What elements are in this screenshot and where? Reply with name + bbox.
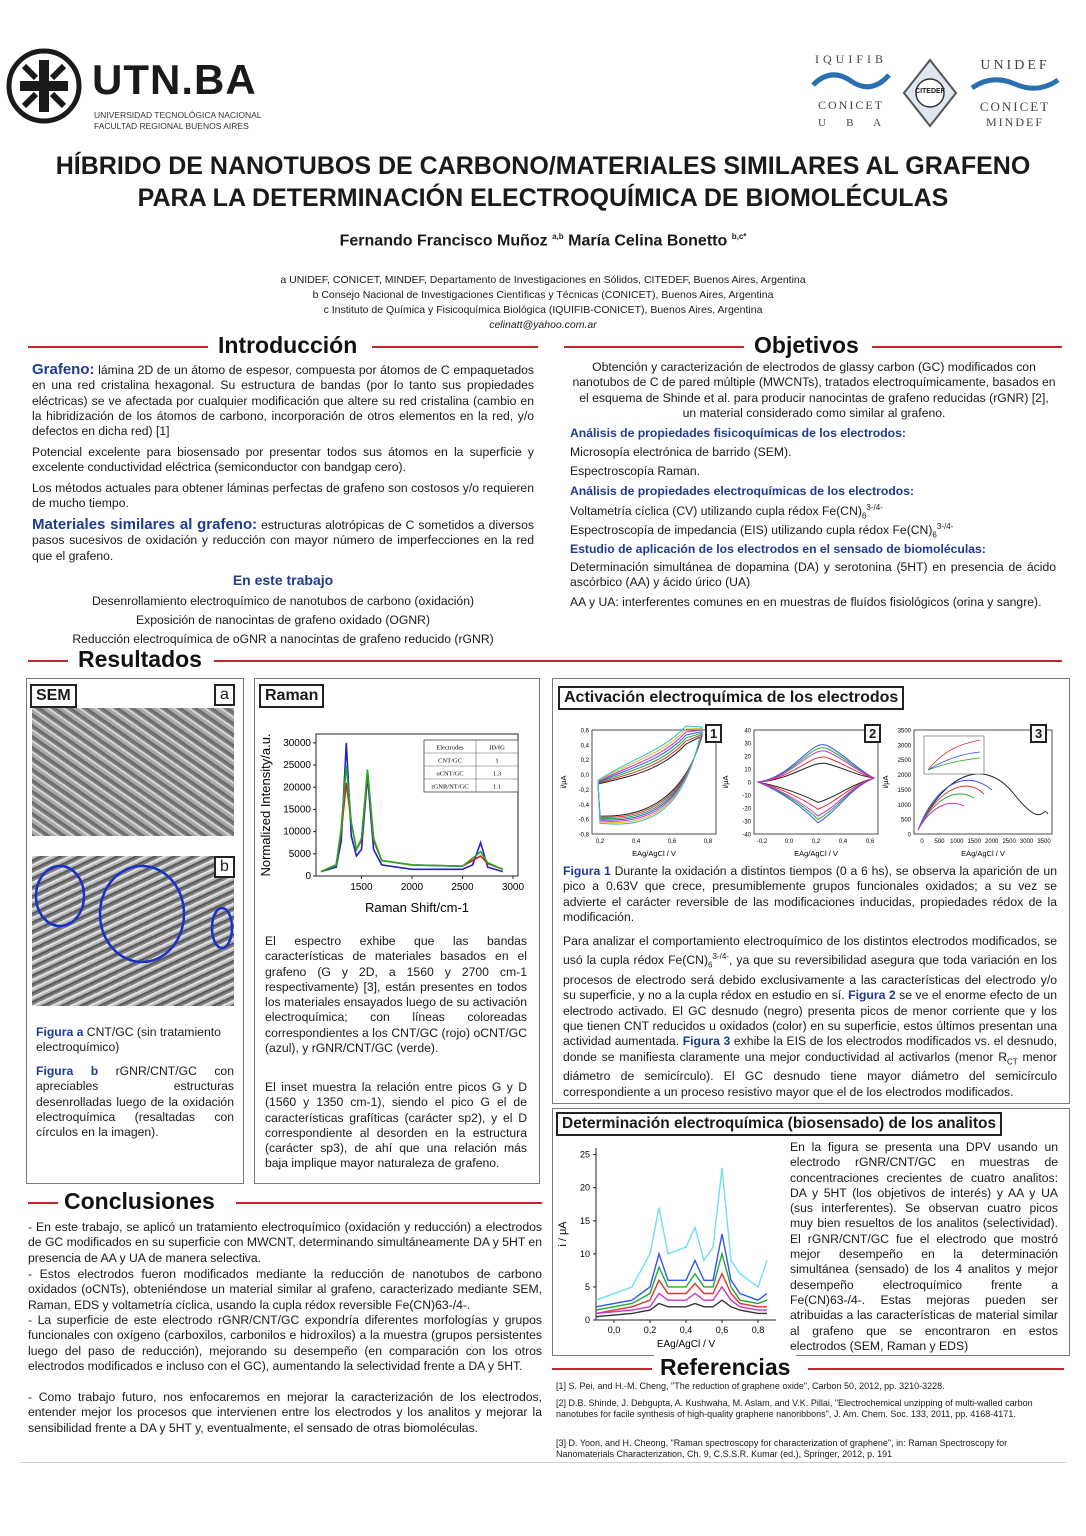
sem-image-a [32, 708, 234, 836]
raman-xtick-label: 1500 [350, 882, 373, 893]
sem-circle-3 [212, 908, 232, 948]
cv-chart-fig1 [558, 722, 724, 862]
dpv-ylabel: i / μA [557, 1221, 569, 1247]
utn-logo-wordmark: UTN.BA [92, 56, 257, 103]
raman-xtick-label: 2500 [451, 882, 474, 893]
raman-ytick-label: 15000 [283, 804, 311, 816]
cv1-ytick-label: -0,2 [578, 787, 589, 794]
cv1-ylabel: i/μA [559, 775, 568, 789]
sem-label: SEM [30, 684, 77, 708]
obj-i2a: Voltametría cíclica (CV) utilizando cupla rédox $Fe(CN)_6^{3-/4-}$ [570, 503, 883, 521]
citedef-logo: CITEDEF [902, 58, 958, 128]
intro-grafeno: Grafeno: lámina 2D de un átomo de espesor, compuesta por átomos de C empaquetados en una red cristalina hexagonal. Su estructura de bandas (por lo tanto sus propiedades eléctricas) se ve afectada por cualquier modificación que altere su red cristalina (cambio en la hibridización de los átomos de carbono, incorporación de otros elementos en la red, y/o defectos en dicha red) [1] [32, 361, 534, 439]
obj-h3: Estudio de aplicación de los electrodos en el sensado de biomoléculas: [570, 542, 986, 556]
raman-ytick-label: 25000 [283, 760, 311, 772]
cv2-series-loop [758, 751, 874, 816]
cv2-ytick-label: 20 [744, 754, 751, 761]
cv3-xtick-label: 2000 [985, 839, 999, 845]
cv3-ytick-label: 3500 [897, 728, 911, 735]
obj-intro: Obtención y caracterización de electrodos de glassy carbon (GC) modificados con nanotubos de C de pared múltiple (MWCNTs), tratados electroquímicamente, basados en el esquema de Shinde et al. para producir nanocintas de grafeno reducidas (rGNR) [2], un material considerado como similar al grafeno. [572, 360, 1056, 420]
cv1-xlabel: EAg/AgCl / V [632, 849, 676, 858]
intro-rule-right [372, 346, 538, 348]
raman-inset-cell: CNT/GC [438, 757, 462, 765]
utn-line1: UNIVERSIDAD TECNOLÓGICA NACIONAL [94, 110, 262, 120]
dpv-series-line [596, 1234, 767, 1307]
cv2-ytick-label: 0 [747, 780, 751, 787]
raman-xtick-label: 2000 [400, 882, 424, 893]
cv2-ytick-label: -30 [742, 819, 751, 826]
cv3-xtick-label: 3000 [1019, 839, 1034, 845]
cv3-xtick-label: 1000 [950, 839, 964, 845]
cv1-ytick-label: 0,4 [580, 743, 589, 750]
cv3-ytick-label: 1000 [897, 802, 911, 809]
obj-rule-left [564, 346, 744, 348]
obj-i1a: Microsopía electrónica de barrido (SEM). [570, 445, 792, 459]
raman-label: Raman [259, 684, 324, 708]
ref-rule-left [552, 1368, 652, 1370]
dpv-xtick-label: 0,0 [607, 1325, 621, 1335]
ref-2: [2] D.B. Shinde, J. Debgupta, A. Kushwaha, M. Aslam, and V.K. Pillai, "Electrochemical unzipping of multi-walled carbon nanotubes for facile synthesis of high-quality graphene nanoribbons", J. Am. Chem. Soc. 133, 2011, pp. 4168-4171. [556, 1398, 1033, 1419]
obj-i3a: Determinación simultánea de dopamina (DA) y serotonina (5HT) en presencia de ácido ascórbico (AA) y ácido úrico (UA) [570, 560, 1056, 590]
sem-circle-1 [36, 866, 84, 926]
cv1-ytick-label: 0,2 [580, 758, 589, 765]
fig3-tag: 3 [1030, 724, 1047, 743]
sem-circle-2 [100, 866, 184, 962]
activacion-label: Activación electroquímica de los electrodos [558, 686, 904, 710]
poster-title-line2: PARA LA DETERMINACIÓN ELECTROQUÍMICA DE BIOMOLÉCULAS [137, 184, 949, 212]
activacion-text-2: Para analizar el comportamiento electroquímico de los distintos electrodos modificados, se usó la cupla rédox $Fe(CN)_6^{3-/4-}$, ya que su reversibilidad asegura que toda variación en los procesos de electrodo será debido exclusivamente a las características del electrodo y/o su superficie, y no a la cupla rédox en estudio en sí. Figura 2 se ve el enorme efecto de un electrodo activado. El GC desnudo (negro) presenta picos de menor corriente que y los que tienen CNT reducidos u oxidados (color) en su superficie, estos últimos presentan una actividad aumentada. Figura 3 exhibe la EIS de los electrodos modificados vs. el desnudo, donde se manifiesta claramente una mejor conductividad al activarlos (menor $R_{CT}$ menor diámetro de semicírculo). El GC desnudo tiene mayor diámetro del semicírculo correspondiente a un proceso resistivo mayor que el de los electrodos modificados. [563, 934, 1058, 1099]
raman-xtick-label: 3000 [501, 882, 525, 893]
cv2-ytick-label: 30 [744, 741, 751, 748]
dpv-xlabel: EAg/AgCl / V [656, 1339, 716, 1350]
cv2-ytick-label: 10 [744, 767, 751, 774]
poster-title-line1: HÍBRIDO DE NANOTUBOS DE CARBONO/MATERIALES SIMILARES AL GRAFENO [55, 152, 1031, 180]
ref-1: [1] S. Pei, and H.-M. Cheng, "The reduction of graphene oxide", Carbon 50, 2012, pp. 3210-3228. [556, 1381, 945, 1391]
concl-2: - Estos electrodos fueron modificados mediante la reducción de nanotubos de carbono oxidados (oCNTs), obteniéndose un material similar al grafeno, caracterizado mediante SEM, Raman, EDS y voltametría cíclica, usando la cupla rédox reversible Fe(CN)63-/4-. [28, 1267, 542, 1312]
obj-i2b: Espectroscopía de impedancia (EIS) utilizando cupla rédox $Fe(CN)_6^{3-/4-}$ [570, 522, 954, 540]
raman-ylabel: Normalized Intensity/a.u. [258, 733, 273, 877]
authors: Fernando Francisco Muñoz $^{a,b}$ María Celina Bonetto $^{b,c*}$ [339, 232, 747, 250]
raman-xlabel: Raman Shift/cm-1 [364, 900, 470, 915]
concl-4: - Como trabajo futuro, nos enfocaremos en mejorar la caracterización de los electrodos, entender mejor los procesos que intervienen entre los electrodos y los analitos y mejorar la sensibilidad frente a DA y 5HT y, eventualmente, el sensado de otras biomoléculas. [28, 1390, 542, 1435]
raman-inset-cell: rGNR/NT/GC [431, 783, 469, 791]
dpv-ytick-label: 25 [579, 1149, 590, 1160]
affiliation-a: a UNIDEF, CONICET, MINDEF, Departamento de Investigaciones en Sólidos, CITEDEF, Buenos Aires, Argentina [280, 274, 806, 286]
cv2-frame [754, 730, 878, 834]
cv3-ytick-label: 500 [900, 817, 911, 824]
cv-chart-fig2 [720, 722, 886, 862]
sem-tag-a: a [214, 684, 235, 706]
section-conclusiones: Conclusiones [58, 1188, 221, 1215]
fig1-tag: 1 [705, 724, 722, 743]
cv1-ytick-label: 0,6 [580, 728, 589, 735]
cv2-xtick-label: 0,0 [784, 839, 794, 845]
contact-email: celinatt@yahoo.com.ar [489, 319, 597, 331]
dpv-xtick-label: 0,4 [679, 1325, 693, 1335]
fig2-tag: 2 [864, 724, 881, 743]
section-introduccion: Introducción [212, 332, 363, 359]
raman-inset-cell: 1 [495, 757, 499, 765]
cv1-xtick-label: 0,4 [631, 839, 641, 845]
raman-ytick-label: 20000 [283, 782, 311, 794]
cv3-xtick-label: 3500 [1037, 839, 1051, 845]
cv2-ytick-label: -40 [742, 832, 751, 839]
cv3-ytick-label: 2500 [897, 758, 911, 765]
cv3-xtick-label: 0 [920, 839, 924, 845]
conicet-wave-icon [811, 67, 891, 93]
cv2-xtick-label: 0,2 [811, 839, 821, 845]
unidef-wave-icon [970, 74, 1060, 94]
raman-text-1: El espectro exhibe que las bandas características de materiales basados en el grafeno (G y 2D, a 1560 y 2700 cm-1 respectivamente) [3], están presentes en todos los materiales ensayados luego de su activación electroquímica; con líneas coloreadas correspondientes a los CNT/GC (rojo) oCNT/GC (azul), y rGNR/CNT/GC (verde). [265, 934, 527, 1056]
section-resultados: Resultados [72, 646, 208, 673]
cv2-ytick-label: -10 [742, 793, 751, 800]
cv3-series-curve [918, 780, 992, 830]
section-referencias: Referencias [654, 1354, 796, 1381]
raman-ytick-label: 30000 [283, 737, 311, 749]
cv2-series-loop [758, 745, 874, 823]
cv2-xtick-label: -0,2 [756, 839, 768, 845]
cv1-xtick-label: 0,2 [595, 839, 605, 845]
author-1: Fernando Francisco Muñoz [339, 232, 548, 250]
obj-h1: Análisis de propiedades fisicoquímicas de los electrodos: [570, 426, 906, 440]
cv2-xtick-label: 0,4 [838, 839, 848, 845]
cv2-ytick-label: 40 [744, 728, 751, 735]
sem-caption-b: Figura b rGNR/CNT/GC con apreciables estructuras desenrolladas luego de la oxidación electroquímica (resaltadas con círculos en la imagen). [36, 1064, 234, 1140]
concl-1: - En este trabajo, se aplicó un tratamiento electroquímico (oxidación y reducción) a electrodos de GC modificados en su superficie con MWCNT, determinando simultáneamente DA y 5HT en presencia de AA y UA de manera selectiva. [28, 1220, 542, 1265]
intro-work-1: Desenrollamiento electroquímico de nanotubos de carbono (oxidación) [91, 594, 475, 608]
intro-work-heading: En este trabajo [232, 572, 334, 588]
cv1-ytick-label: -0,4 [578, 802, 589, 809]
obj-i1b: Espectroscopía Raman. [570, 464, 701, 478]
cv3-ytick-label: 2000 [897, 773, 911, 780]
cv1-ytick-label: -0,6 [578, 817, 589, 824]
res-rule-left [28, 660, 68, 662]
concl-rule-right [236, 1202, 542, 1204]
dpv-chart [554, 1138, 786, 1350]
cv1-xtick-label: 0,8 [703, 839, 713, 845]
cv1-ytick-label: -0,8 [578, 832, 589, 839]
sem-caption-a: Figura a CNT/GC (sin tratamiento electroquímico) [36, 1025, 221, 1055]
iquifib-logo: IQUIFIB CONICET U B A [806, 52, 896, 138]
dpv-xtick-label: 0,6 [715, 1325, 729, 1335]
intro-work-2: Exposición de nanocintas de grafeno oxidado (OGNR) [135, 613, 431, 627]
affiliation-b: b Consejo Nacional de Investigaciones Científicas y Técnicas (CONICET), Buenos Aires, Argentina [312, 289, 774, 301]
intro-p2: Potencial excelente para biosensado por presentar todos sus átomos en la superficie y excelente conductividad eléctrica (semiconductor con bandgap cero). [32, 445, 534, 475]
cv3-ylabel: i/μA [881, 775, 890, 789]
raman-inset-cell: oCNT/GC [436, 770, 464, 778]
cv3-series-curve [918, 774, 1048, 830]
obj-h2: Análisis de propiedades electroquímicas de los electrodos: [570, 484, 915, 498]
concl-rule-left [28, 1202, 58, 1204]
author-2: María Celina Bonetto [568, 232, 728, 250]
unidef-logo: UNIDEF CONICET MINDEF [960, 58, 1070, 138]
biosensado-text: En la figura se presenta una DPV usando un electrodo rGNR/CNT/GC en muestras de concentraciones crecientes de cuatro analitos: DA y 5HT (los objetivos de interés) y AA y UA (sus interferentes). Se observan cuatro picos muy bien resueltos de los analitos (selectividad). El rGNR/CNT/GC fue el electrodo que mostró mejor desempeño en la determinación simultánea (sensado) de los 4 analitos y mejor desempeño electroquímico frente a Fe(CN)63-/4-. Estas mejoras pueden ser atribuidas a las características de material similar al grafeno que se encontraron en estos electrodos (SEM, Raman y EDS) [790, 1140, 1058, 1353]
utn-line2: FACULTAD REGIONAL BUENOS AIRES [94, 121, 249, 131]
cv3-series-curve [918, 786, 984, 830]
cv3-xtick-label: 1500 [967, 839, 981, 845]
cv3-xtick-label: 2500 [1002, 839, 1016, 845]
intro-work-3: Reducción electroquímica de oGNR a nanocintas de grafeno reducido (rGNR) [72, 632, 494, 646]
utn-logo [6, 44, 278, 136]
concl-3: - La superficie de este electrodo rGNR/CNT/GC expondría diferentes morfologías y grupos funcionales con oxígeno (carboxilos, carbonilos e hidroxilos) a la muestra (grupos persistentes luego del paso de reducción), mejorando su desempeño (en comparación con los otros electrodos modificados e incluso con el GC), aumentando la selectividad frente a DA y 5HT. [28, 1313, 542, 1373]
sem-highlight-circles [32, 856, 234, 1006]
sem-tag-b: b [214, 856, 235, 878]
cv2-xlabel: EAg/AgCl / V [794, 849, 838, 858]
footer-rule [20, 1462, 1066, 1463]
raman-ytick-label: 0 [305, 871, 311, 882]
cv2-ytick-label: -20 [742, 806, 751, 813]
raman-inset-cell: Electrodes [436, 744, 464, 752]
raman-text-2: El inset muestra la relación entre picos G y D (1560 y 1350 cm-1), siendo el pico G el de características grafíticas (carácter sp2), y el D correspondiente al desorden en la estructura (carácter sp3), de ahí que una relación más baja implique mayor naturaleza de grafeno. [265, 1080, 527, 1171]
biosensado-label: Determinación electroquímica (biosensado) de los analitos [556, 1112, 1002, 1136]
ref-3: [3] D. Yoon, and H. Cheong, "Raman spectroscopy for characterization of graphene", in: Raman Spectroscopy for Nanomaterials Characterization, Ch. 9, C.S.S.R. Kumar (ed.), Springer, 2012, p. 191 [556, 1438, 1008, 1459]
cv3-ytick-label: 0 [907, 832, 911, 839]
obj-rule-right [872, 346, 1062, 348]
obj-i3b: AA y UA: interferentes comunes en en muestras de fluídos fisiológicos (orina y sangre). [570, 595, 1042, 609]
dpv-ytick-label: 10 [579, 1248, 590, 1259]
cv2-xtick-label: 0,6 [865, 839, 875, 845]
raman-ytick-label: 5000 [288, 848, 311, 860]
utn-emblem-icon [6, 48, 82, 124]
cv3-xtick-label: 500 [934, 839, 945, 845]
res-rule-right [214, 660, 1062, 662]
dpv-ytick-label: 5 [584, 1281, 590, 1292]
raman-inset-cell: 1.3 [492, 770, 502, 778]
section-objetivos: Objetivos [748, 332, 865, 359]
raman-inset-cell: ID/IG [489, 744, 505, 752]
dpv-xtick-label: 0,2 [643, 1325, 657, 1335]
cv1-xtick-label: 0,6 [667, 839, 677, 845]
cv3-ytick-label: 3000 [897, 743, 911, 750]
dpv-ytick-label: 0 [584, 1315, 590, 1325]
dpv-ytick-label: 20 [579, 1182, 590, 1193]
activacion-fig1-text: Figura 1 Durante la oxidación a distintos tiempos (0 a 6 hs), se observa la aparición de un pico a 0.63V que crece, presumiblemente grupos funcionales oxidados; a su vez se advierte el carácter reversible de las modificaciones inducidas, propiedades rédox de la modificación. [563, 864, 1057, 924]
ref-rule-right [808, 1368, 1064, 1370]
raman-ytick-label: 10000 [283, 826, 311, 838]
affiliation-c: c Instituto de Química y Fisicoquímica Biológica (IQUIFIB-CONICET), Buenos Aires, Argentina [323, 304, 763, 316]
dpv-xtick-label: 0,8 [751, 1325, 765, 1335]
intro-p3: Los métodos actuales para obtener láminas perfectas de grafeno son costosos y/o requieren de mucho tiempo. [32, 481, 534, 511]
intro-rule-left [28, 346, 208, 348]
dpv-ytick-label: 15 [579, 1215, 590, 1226]
eis-chart-fig3 [880, 722, 1060, 862]
cv3-xlabel: EAg/AgCl / V [961, 849, 1005, 858]
intro-materiales: Materiales similares al grafeno: estructuras alotrópicas de C sometidos a diversos pasos sucesivos de oxidación y reducción con mayor número de imperfecciones en la red que el grafeno. [32, 516, 534, 563]
raman-chart [256, 712, 536, 926]
cv2-ylabel: i/μA [721, 775, 730, 789]
cv1-ytick-label: 0,0 [580, 773, 589, 780]
cv3-ytick-label: 1500 [897, 787, 911, 794]
raman-inset-cell: 1.1 [492, 783, 502, 791]
